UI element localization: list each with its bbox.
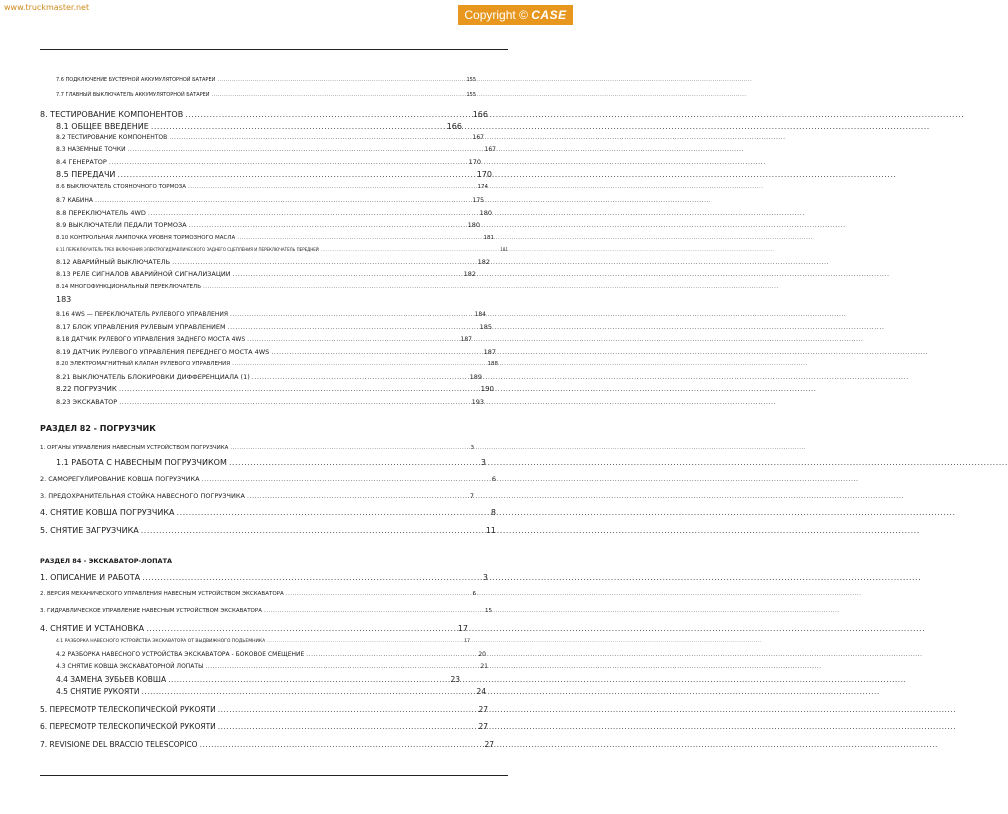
toc-entry[interactable]: 5. СНЯТИЕ ЗАГРУЗЧИКА ..... 11 — [40, 526, 496, 535]
toc-entry[interactable]: 4.2 РАЗБОРКА НАВЕСНОГО УСТРОЙСТВА ЭКСКАВАТОРА - БОКОВОЕ СМЕЩЕНИЕ ..... 20 — [56, 651, 486, 658]
toc-entry[interactable]: 8.17 БЛОК УПРАВЛЕНИЯ РУЛЕВЫМ УПРАВЛЕНИЕМ ..... 185 — [56, 323, 492, 331]
toc-entry[interactable]: 4.1 РАЗБОРКА НАВЕСНОГО УСТРОЙСТВА ЭКСКАВАТОРА ОТ ВЫДВИЖНОГО ПОДЬЕМНИКА ..... 17 — [56, 639, 470, 644]
toc-entry[interactable]: 8.12 АВАРИЙНЫЙ ВЫКЛЮЧАТЕЛЬ ..... 182 — [56, 258, 490, 266]
section-84-title: РАЗДЕЛ 84 - ЭКСКАВАТОР-ЛОПАТА — [40, 557, 173, 565]
toc-entry[interactable]: 8.21 ВЫКЛЮЧАТЕЛЬ БЛОКИРОВКИ ДИФФЕРЕНЦИАЛА (1) ..... 189 — [56, 373, 482, 381]
toc-entry[interactable]: 4.4 ЗАМЕНА ЗУБЬЕВ КОВША ..... 23 — [56, 675, 460, 684]
toc-entry[interactable]: 3. ГИДРАВЛИЧЕСКОЕ УПРАВЛЕНИЕ НАВЕСНЫМ УСТРОЙСТВОМ ЭКСКАВАТОРА ..... 15 — [40, 608, 492, 614]
toc-page-number: 183 — [56, 295, 72, 304]
toc-entry[interactable]: 8.22 ПОГРУЗЧИК ..... 190 — [56, 385, 494, 393]
section-82-title: РАЗДЕЛ 82 - ПОГРУЗЧИК — [40, 424, 156, 433]
toc-entry[interactable]: 3. ПРЕДОХРАНИТЕЛЬНАЯ СТОЙКА НАВЕСНОГО ПОГРУЗЧИКА ..... 7 — [40, 492, 474, 500]
toc-entry[interactable]: 8.5 ПЕРЕДАЧИ ..... 170 — [56, 170, 492, 179]
toc-entry[interactable]: 4.5 СНЯТИЕ РУКОЯТИ ..... 24 — [56, 687, 486, 696]
toc-entry[interactable]: 8.19 ДАТЧИК РУЛЕВОГО УПРАВЛЕНИЯ ПЕРЕДНЕГО МОСТА 4WS ..... 187 — [56, 348, 496, 356]
toc-entry[interactable]: 8.6 ВЫКЛЮЧАТЕЛЬ СТОЯНОЧНОГО ТОРМОЗА ..... 174 — [56, 184, 488, 190]
toc-entry[interactable]: 8.13 РЕЛЕ СИГНАЛОВ АВАРИЙНОЙ СИГНАЛИЗАЦИИ ..... 182 — [56, 270, 476, 278]
toc-entry[interactable]: 4.3 СНЯТИЕ КОВША ЭКСКАВАТОРНОЙ ЛОПАТЫ ..... 21 — [56, 663, 488, 670]
toc-entry[interactable]: 8.9 ВЫКЛЮЧАТЕЛИ ПЕДАЛИ ТОРМОЗА ..... 180 — [56, 221, 480, 229]
toc-entry[interactable]: 8.23 ЭКСКАВАТОР ..... 193 — [56, 398, 484, 406]
toc-entry[interactable]: 1. ОРГАНЫ УПРАВЛЕНИЯ НАВЕСНЫМ УСТРОЙСТВОМ ПОГРУЗЧИКА ..... 3 — [40, 445, 474, 451]
toc-entry[interactable]: 8.2 ТЕСТИРОВАНИЕ КОМПОНЕНТОВ ..... 167 — [56, 134, 484, 141]
toc-entry[interactable]: 8.8 ПЕРЕКЛЮЧАТЕЛЬ 4WD ..... 180 — [56, 209, 492, 217]
toc-entry[interactable]: 6. ПЕРЕСМОТР ТЕЛЕСКОПИЧЕСКОЙ РУКОЯТИ ..... 27 — [40, 722, 488, 731]
toc-entry[interactable]: 8.3 НАЗЕМНЫЕ ТОЧКИ ..... 167 — [56, 146, 496, 153]
toc-entry[interactable]: 8.7 КАБИНА ..... 175 — [56, 197, 484, 204]
toc-entry[interactable]: 8.11 ПЕРЕКЛЮЧАТЕЛЬ ТРЕХ ВКЛЮЧЕНИЯ ЭЛЕКТРОГИДРАВЛИЧЕСКОГО ЗАДНЕГО СЦЕПЛЕНИЯ И ПЕРЕКЛЮЧАТЕЛЬ ПЕРЕДНЕЙ ..... 181 — [56, 247, 508, 252]
toc-entry[interactable]: 1. ОПИСАНИЕ И РАБОТА ..... 3 — [40, 573, 488, 582]
toc-entry[interactable]: 5. ПЕРЕСМОТР ТЕЛЕСКОПИЧЕСКОЙ РУКОЯТИ ..... 27 — [40, 705, 488, 714]
toc-entry[interactable]: 2. САМОРЕГУЛИРОВАНИЕ КОВША ПОГРУЗЧИКА ..... 6 — [40, 475, 496, 483]
toc-entry[interactable]: 7.7 ГЛАВНЫЙ ВЫКЛЮЧАТЕЛЬ АККУМУЛЯТОРНОЙ БАТАРЕИ ..... 155 — [56, 92, 476, 98]
toc-entry[interactable]: 7.6 ПОДКЛЮЧЕНИЕ БУСТЕРНОЙ АККУМУЛЯТОРНОЙ БАТАРЕИ ..... 155 — [56, 77, 476, 83]
toc-entry[interactable]: 7. REVISIONE DEL BRACCIO TELESCOPICO ..... 27 — [40, 740, 494, 749]
toc-entry[interactable]: 8.20 ЭЛЕКТРОМАГНИТНЫЙ КЛАПАН РУЛЕВОГО УПРАВЛЕНИЯ ..... 188 — [56, 361, 498, 367]
toc-entry[interactable]: 8. ТЕСТИРОВАНИЕ КОМПОНЕНТОВ ..... 166 — [40, 110, 488, 119]
copyright-prefix: Copyright © — [464, 8, 528, 22]
toc-entry[interactable]: 8.4 ГЕНЕРАТОР ..... 170 — [56, 158, 481, 166]
case-logo: CASE — [531, 8, 567, 22]
toc-entry[interactable]: 8.1 ОБЩЕЕ ВВЕДЕНИЕ ..... 166 — [56, 122, 462, 131]
toc-entry[interactable]: 4. СНЯТИЕ КОВША ПОГРУЗЧИКА ..... 8 — [40, 508, 496, 517]
toc-entry[interactable]: 8.14 МНОГОФУНКЦИОНАЛЬНЫЙ ПЕРЕКЛЮЧАТЕЛЬ ..... — [56, 284, 296, 290]
toc-entry[interactable]: 4. СНЯТИЕ И УСТАНОВКА ..... 17 — [40, 624, 468, 633]
toc-entry[interactable]: 8.16 4WS — ПЕРЕКЛЮЧАТЕЛЬ РУЛЕВОГО УПРАВЛЕНИЯ ..... 184 — [56, 311, 486, 318]
toc-entry[interactable]: 1.1 РАБОТА С НАВЕСНЫМ ПОГРУЗЧИКОМ ..... 3 — [56, 458, 486, 467]
watermark-text: www.truckmaster.net — [4, 3, 90, 12]
toc-entry[interactable]: 2. ВЕРСИЯ МЕХАНИЧЕСКОГО УПРАВЛЕНИЯ НАВЕСНЫМ УСТРОЙСТВОМ ЭКСКАВАТОРА ..... 6 — [40, 591, 476, 597]
toc-entry[interactable]: 8.18 ДАТЧИК РУЛЕВОГО УПРАВЛЕНИЯ ЗАДНЕГО МОСТА 4WS ..... 187 — [56, 336, 472, 343]
footer-rule — [40, 775, 508, 776]
toc-entry[interactable]: 8.10 КОНТРОЛЬНАЯ ЛАМПОЧКА УРОВНЯ ТОРМОЗНОГО МАСЛА ..... 181 — [56, 235, 494, 241]
